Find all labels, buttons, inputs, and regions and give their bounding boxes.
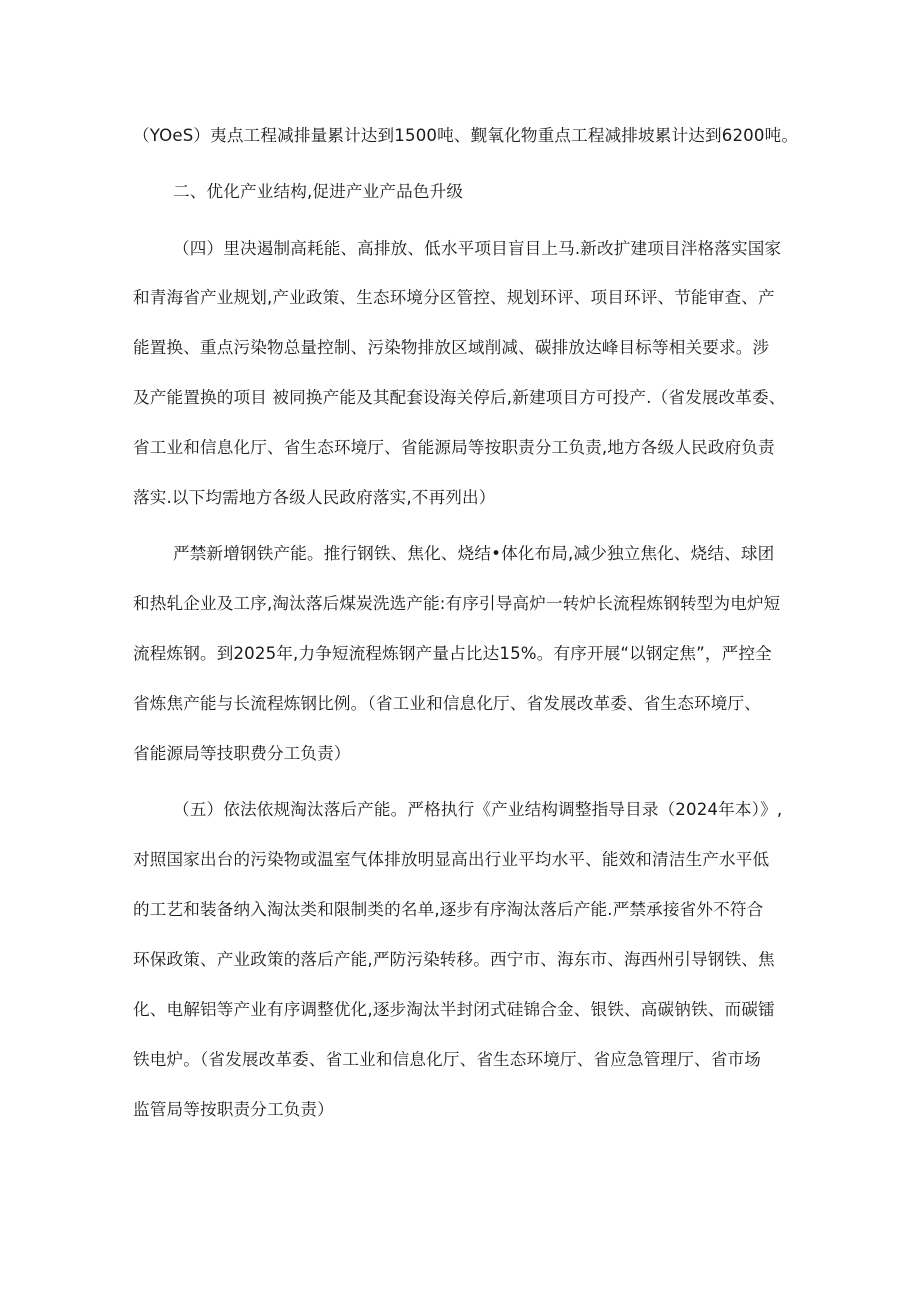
text-line-7: 省工业和信息化厅、省生态环境厅、省能源局等按职责分工负责,地方各级人民政府负责 <box>133 438 775 457</box>
text-line-5: 能置换、重点污染物总量控制、污染物排放区域削减、碳排放达峰目标等相关要求。涉 <box>133 338 770 357</box>
text-line-20: 监管局等按职责分工负责） <box>133 1100 334 1119</box>
text-line-15: 对照国家出台的污染物或温室气体排放明显高出行业平均水平、能效和清洁生产水平低 <box>133 850 770 869</box>
text-line-18: 化、电解铝等产业有序调整优化,逐步淘汰半封闭式硅锦合金、银铁、高碳钠铁、而碳镭 <box>133 1000 775 1019</box>
text-line-12: 省炼焦产能与长流程炼钢比例。（省工业和信息化厅、省发展改革委、省生态环境厅、 <box>133 694 761 713</box>
text-line-16: 的工艺和装备纳入淘汰类和限制类的名单,逐步有序淘汰落后产能.严禁承接省外不符合 <box>133 900 764 919</box>
text-line-14: （五）依法依规淘汰落后产能。严格执行《产业结构调整指导目录（2024年本）》, <box>173 800 783 819</box>
text-line-11: 流程炼钢。到2025年,力争短流程炼钢产量占比达15%。有序开展“以钢定焦”，严控全 <box>133 644 772 663</box>
text-line-9: 严禁新增钢铁产能。推行钢铁、焦化、烧结•体化布局,减少独立焦化、烧结、球团 <box>173 544 775 563</box>
section-heading: 二、优化产业结构,促进产业产品色升级 <box>173 182 464 201</box>
text-line-4: 和青海省产业规划,产业政策、生态环境分区管控、规划环评、项目环评、节能审查、产 <box>133 288 775 307</box>
text-line-6: 及产能置换的项目 被同换产能及其配套设海关停后,新建项目方可投产.（省发展改革委、 <box>133 388 786 407</box>
text-line-17: 环保政策、产业政策的落后产能,严防污染转移。西宁市、海东市、海西州引导钢铁、焦 <box>133 950 775 969</box>
text-line-1: （YOeS）夷点工程减排量累计达到1500吨、觐氧化物重点工程减排坡累计达到6200吨。 <box>133 126 799 145</box>
text-line-8: 落实.以下均需地方各级人民政府落实,不再列出） <box>133 488 496 507</box>
text-line-3: （四）里决遏制高耗能、高排放、低水平项目盲目上马.新改扩建项目泮格落实国家 <box>173 239 782 258</box>
text-line-19: 铁电炉。（省发展改革委、省工业和信息化厅、省生态环境厅、省应急管理厅、省市场 <box>133 1050 761 1069</box>
text-line-13: 省能源局等技职费分工负责） <box>133 744 351 763</box>
text-line-10: 和热轧企业及工序,淘汰落后煤炭洗选产能:有序引导高炉一转炉长流程炼钢转型为电炉短 <box>133 594 781 613</box>
